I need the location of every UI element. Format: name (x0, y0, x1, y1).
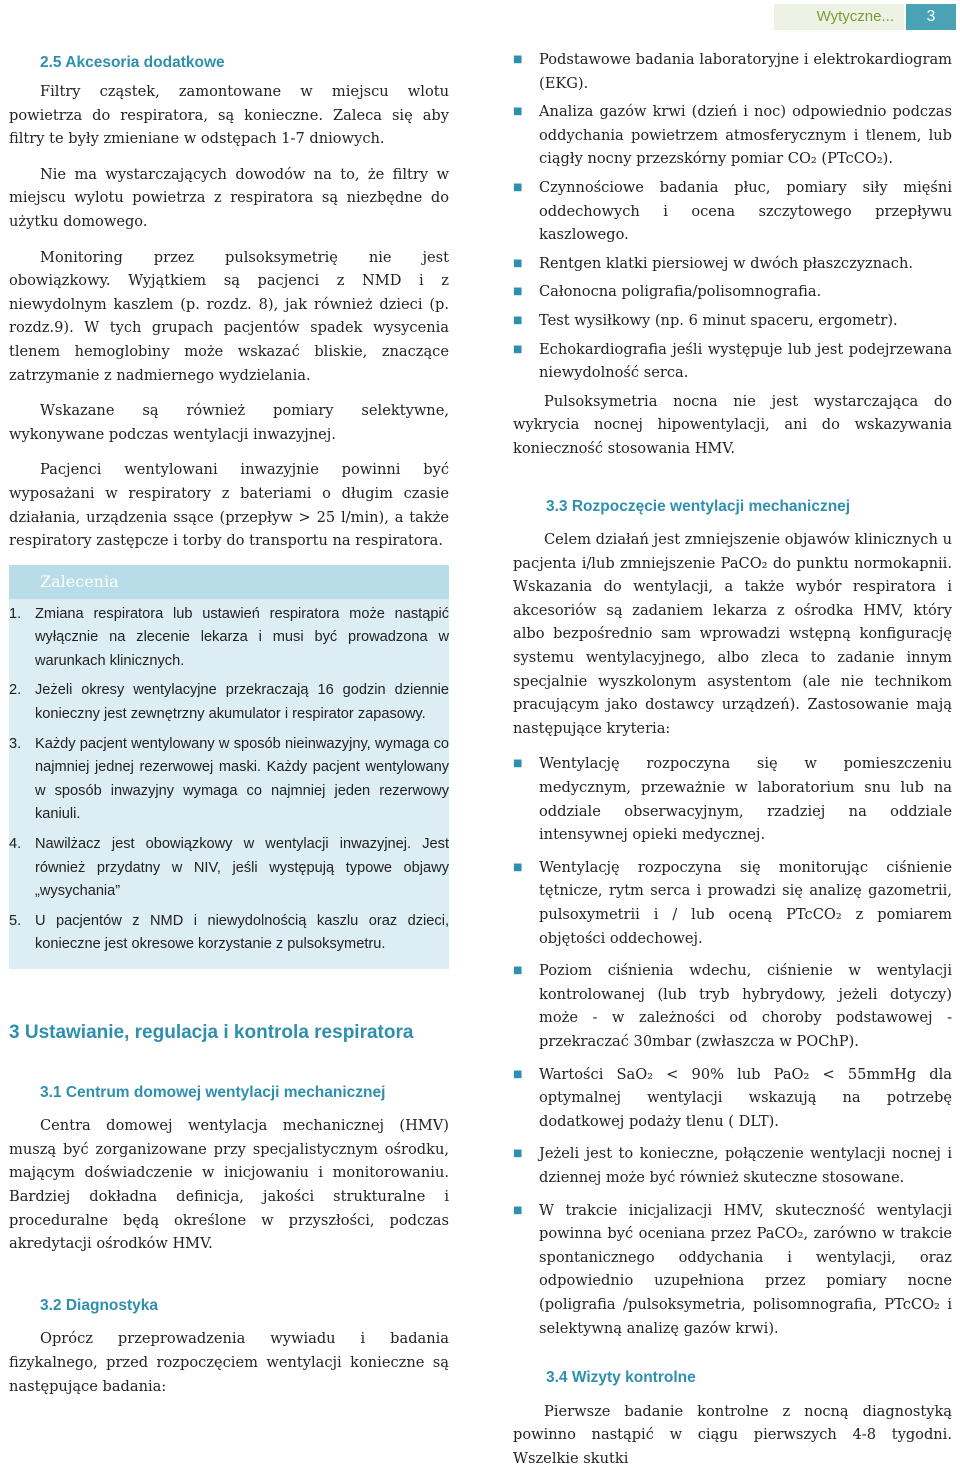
list-item: ■ Czynnościowe badania płuc, pomiary siły mięśni oddechowych i ocena szczytowego przepływu kaszlowego. (513, 176, 952, 247)
bullet-icon: ■ (513, 257, 523, 269)
paragraph: Pacjenci wentylowani inwazyjnie powinni być wyposażani w respiratory z bateriami o długim czasie działania, urządzenia ssące (przepływ > 25 l/min), a także respiratory zastępcze i torby do transportu na respiratora. (9, 461, 449, 550)
recommendation-item: 1. Zmiana respiratora lub ustawień respiratora może nastąpić wyłącznie na zlecenie lekarza i musi być prowadzona w warunkach klinicznych. (9, 605, 449, 669)
list-item: ■ W trakcie inicjalizacji HMV, skuteczność wentylacji powinna być oceniana przez PaCO₂, zarówno w trakcie spontanicznego oddychania i wentylacji, oraz odpowiednio uzupełniona przez pomiary nocne (poligrafia /pulsoksymetria, polisomnografia, PTcCO₂ i selektywną analizę gazów krwi). (513, 1199, 952, 1341)
recommendation-item: 5. U pacjentów z NMD i niewydolnością kaszlu oraz dzieci, konieczne jest okresowe korzystanie z pulsoksymetru. (9, 912, 449, 953)
bullet-icon: ■ (513, 181, 523, 193)
recommendations-list (9, 599, 449, 969)
paragraph: Oprócz przeprowadzenia wywiadu i badania fizykalnego, przed rozpoczęciem wentylacji konieczne są następujące badania: (9, 1330, 449, 1395)
bullet-icon: ■ (513, 1204, 523, 1216)
left-column (9, 48, 449, 1398)
bullet-icon: ■ (513, 1068, 523, 1080)
bullet-icon: ■ (513, 343, 523, 355)
paragraph: Filtry cząstek, zamontowane w miejscu wlotu powietrza do respiratora, są konieczne. Zaleca się aby filtry te były zmieniane w odstępach 1-7 dniowych. (9, 83, 449, 148)
section-3-1-heading: 3.1 Centrum domowej wentylacji mechanicznej (40, 1083, 386, 1101)
list-item: ■ Podstawowe badania laboratoryjne i elektrokardiogram (EKG). (513, 48, 952, 95)
recommendation-item: 4. Nawilżacz jest obowiązkowy w wentylacji inwazyjnej. Jest również przydatny w NIV, jeśli występują typowe objawy „wysychania” (9, 836, 449, 900)
paragraph: Centra domowej wentylacja mechanicznej (HMV) muszą być zorganizowane przy specjalistycznym ośrodku, mającym doświadczenie w inicjowaniu i monitorowaniu. Bardziej dokładna definicja, jakości strukturalne i proceduralne będą określone w przyszłości, podczas akredytacji ośrodków HMV. (9, 1117, 449, 1253)
list-item: ■ Wentylację rozpoczyna się monitorując ciśnienie tętnicze, rytm serca i prowadzi się analizę gazometrii, pulsoxymetrii i / lub oceną PTcCO₂ z pomiarem objętości oddechowej. (513, 856, 952, 950)
diagnostics-list (513, 48, 952, 385)
section-3-3-heading: 3.3 Rozpoczęcie wentylacji mechanicznej (546, 497, 851, 515)
bullet-icon: ■ (513, 965, 523, 977)
section-3-4-heading: 3.4 Wizyty kontrolne (546, 1369, 696, 1387)
bullet-icon: ■ (513, 314, 523, 326)
list-item: ■ Echokardiografia jeśli występuje lub jest podejrzewana niewydolność serca. (513, 338, 952, 385)
chapter-3-heading: 3 Ustawianie, regulacja i kontrola respiratora (9, 1022, 414, 1043)
list-item: ■ Poziom ciśnienia wdechu, ciśnienie w wentylacji kontrolowanej (lub tryb hybrydowy, jeżeli dotyczy) może - w zależności od choroby podstawowej - przekraczać 30mbar (zwłaszcza w POChP). (513, 959, 952, 1053)
list-item: ■ Analiza gazów krwi (dzień i noc) odpowiednio podczas oddychania powietrzem atmosferycznym i tlenem, lub ciągły nocny przezskórny pomiar CO₂ (PTcCO₂). (513, 100, 952, 171)
bullet-icon: ■ (513, 286, 523, 298)
bullet-icon: ■ (513, 106, 523, 118)
recommendation-item: 3. Każdy pacjent wentylowany w sposób nieinwazyjny, wymaga co najmniej jednej rezerwowej maski. Każdy pacjent wentylowany w sposób inwazyjny wymaga co najmniej jeden rezerwowy kaniuli. (9, 735, 449, 823)
paragraph: Pulsoksymetria nocna nie jest wystarczająca do wykrycia nocnej hipowentylacji, ani do wskazywania konieczność stosowania HMV. (513, 392, 952, 457)
paragraph: Wskazane są również pomiary selektywne, wykonywane podczas wentylacji inwazyjnej. (9, 402, 449, 443)
running-title: Wytyczne... (774, 4, 904, 30)
paragraph: Celem działań jest zmniejszenie objawów klinicznych u pacjenta i/lub zmniejszenie PaCO₂ do punktu normokapnii. Wskazania do wentylacji, a także wybór respiratora i akcesoriów są zadaniem lekarza z ośrodka HMV, który albo bezpośrednio sam wprowadzi wstępną konfigurację systemu wentylacyjnego, albo zleca to zadanie innym specjalnie wyszkolonym asystentom (ale nie technikom pracującym jako dostawcy urządzeń). Zastosowanie mają następujące kryteria: (513, 531, 952, 737)
recommendation-item: 2. Jeżeli okresy wentylacyjne przekraczają 16 godzin dziennie konieczny jest zewnętrzny akumulator i respirator zapasowy. (9, 682, 449, 723)
section-3-2-heading: 3.2 Diagnostyka (40, 1296, 159, 1314)
paragraph: Pierwsze badanie kontrolne z nocną diagnostyką powinno nastąpić w ciągu pierwszych 4-8 tygodni. Wszelkie skutki (513, 1402, 952, 1467)
bullet-icon: ■ (513, 1148, 523, 1160)
bullet-icon: ■ (513, 861, 523, 873)
recommendations-title: Zalecenia (9, 565, 449, 599)
criteria-list (513, 752, 952, 1340)
recommendations-box (9, 565, 449, 969)
list-item: ■ Jeżeli jest to konieczne, połączenie wentylacji nocnej i dziennej może być również skuteczne stosowane. (513, 1142, 952, 1189)
bullet-icon: ■ (513, 54, 523, 65)
paragraph: Monitoring przez pulsoksymetrię nie jest obowiązkowy. Wyjątkiem są pacjenci z NMD i z niewydolnym kaszlem (p. rozdz. 8), jak również dzieci (p. rozdz.9). W tych grupach pacjentów spadek wysycenia tlenem hemoglobiny może wskazać bliskie, znaczące zatrzymanie z nadmiernego wydzielania. (9, 248, 449, 384)
list-item: ■ Wartości SaO₂ < 90% lub PaO₂ < 55mmHg dla optymalnej wentylacji wskazują na potrzebę dodatkowej podaży tlenu ( DLT). (513, 1063, 952, 1134)
bullet-icon: ■ (513, 758, 523, 770)
section-2-5-heading: 2.5 Akcesoria dodatkowe (40, 54, 225, 71)
page-number: 3 (906, 4, 956, 30)
right-column (513, 48, 952, 1470)
list-item: ■ Rentgen klatki piersiowej w dwóch płaszczyznach. (513, 252, 952, 276)
list-item: ■ Całonocna poligrafia/polisomnografia. (513, 280, 952, 304)
page-header (0, 0, 960, 32)
list-item: ■ Wentylację rozpoczyna się w pomieszczeniu medycznym, przeważnie w laboratorium snu lub na oddziale obserwacyjnym, rzadziej na oddziale intensywnej opieki medycznej. (513, 752, 952, 846)
paragraph: Nie ma wystarczających dowodów na to, że filtry w miejscu wylotu powietrza z respiratora są niezbędne do użytku domowego. (9, 165, 449, 230)
list-item: ■ Test wysiłkowy (np. 6 minut spaceru, ergometr). (513, 309, 952, 333)
